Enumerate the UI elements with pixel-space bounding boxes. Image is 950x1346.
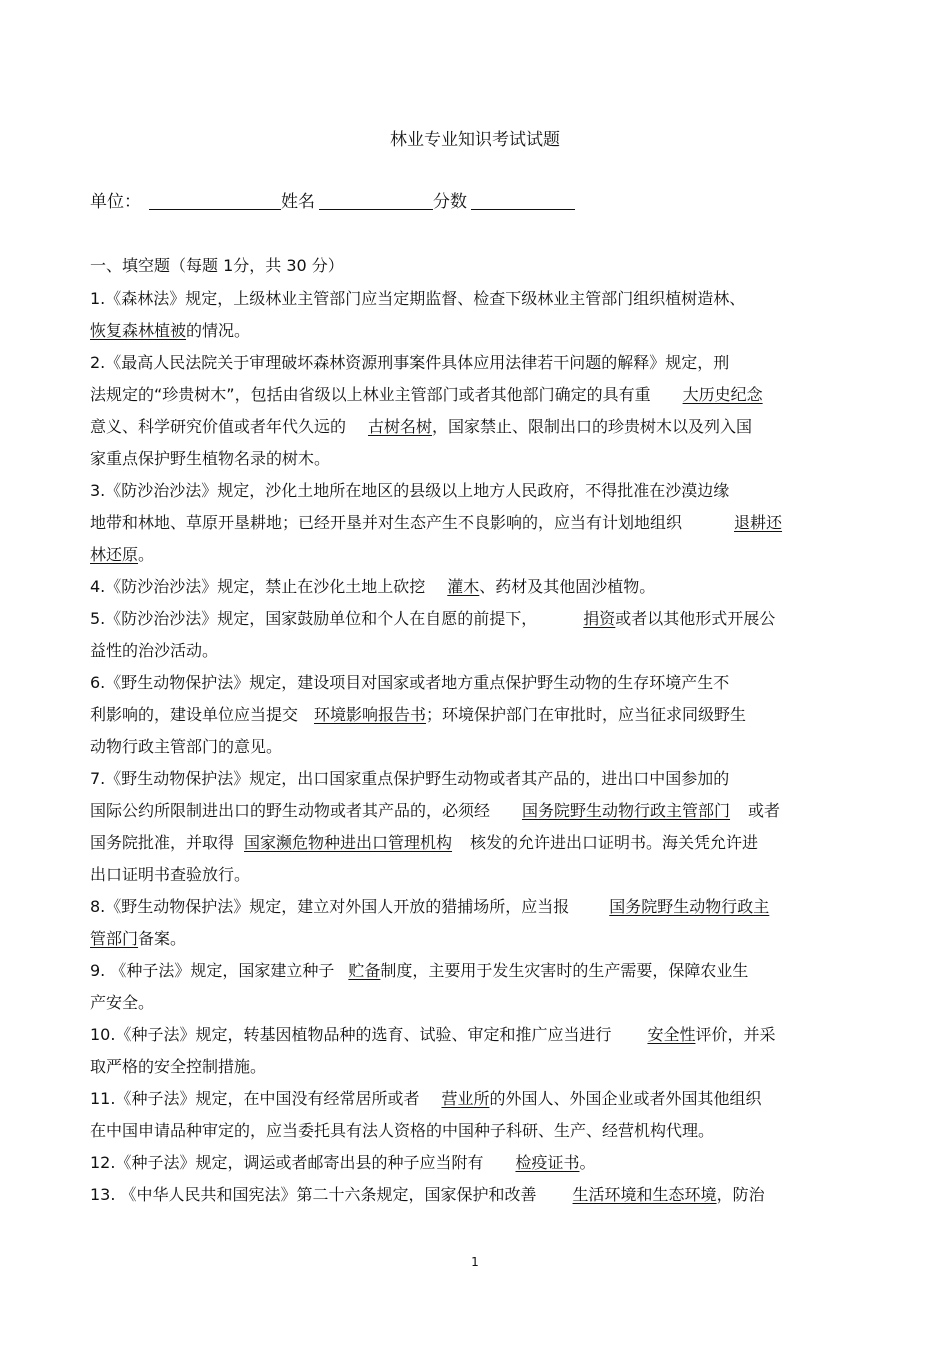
q11-line-2: 在中国申请品种审定的，应当委托具有法人资格的中国种子科研、生产、经营机构代理。 xyxy=(90,1121,715,1140)
q4-answer: 灌木 xyxy=(447,577,480,596)
q5-line-2: 益性的治沙活动。 xyxy=(90,641,219,660)
q2-line-4: 家重点保护野生植物名录的树木。 xyxy=(90,449,331,468)
q6-line-2: 利影响的，建设单位应当提交 环境影响报告书；环境保护部门在审批时，应当征求同级野生 xyxy=(90,705,747,724)
q8-answer-part-1: 国务院野生动物行政主 xyxy=(609,897,770,916)
q6-line-3: 动物行政主管部门的意见。 xyxy=(90,737,283,756)
unit-label: 单位： xyxy=(90,192,141,212)
q1-answer: 恢复森林植被 xyxy=(90,321,187,340)
q13-answer: 生活环境和生态环境 xyxy=(572,1185,717,1204)
q8-answer-part-2: 管部门 xyxy=(90,929,139,948)
page-number: 1 xyxy=(471,1255,479,1269)
q7-answer-1: 国务院野生动物行政主管部门 xyxy=(522,801,731,820)
q10-answer: 安全性 xyxy=(647,1025,696,1044)
q1-line-1: 1.《森林法》规定，上级林业主管部门应当定期监督、检查下级林业主管部门组织植树造林、 xyxy=(90,289,746,308)
q7-line-2: 国际公约所限制进出口的野生动物或者其产品的，必须经 国务院野生动物行政主管部门 或者 xyxy=(90,801,781,820)
q5-line-1: 5.《防沙治沙法》规定，国家鼓励单位和个人在自愿的前提下， 捐资或者以其他形式开展公 xyxy=(90,609,776,628)
q8-line-1: 8.《野生动物保护法》规定，建立对外国人开放的猎捕场所，应当报 国务院野生动物行政主 xyxy=(90,897,770,916)
name-label: 姓名 xyxy=(281,192,315,212)
q8-line-2: 管部门备案。 xyxy=(90,929,187,948)
q12-answer: 检疫证书 xyxy=(515,1153,580,1172)
name-blank[interactable] xyxy=(319,191,433,210)
unit-blank[interactable] xyxy=(149,191,281,210)
q7-line-4: 出口证明书查验放行。 xyxy=(90,865,251,884)
q6-answer: 环境影响报告书 xyxy=(314,705,427,724)
q6-line-1: 6.《野生动物保护法》规定，建设项目对国家或者地方重点保护野生动物的生存环境产生不 xyxy=(90,673,730,692)
q7-line-3: 国务院批准，并取得 国家濒危物种进出口管理机构 核发的允许进出口证明书。海关凭允许进 xyxy=(90,833,759,852)
q11-answer: 营业所 xyxy=(441,1089,490,1108)
q11-line-1: 11.《种子法》规定，在中国没有经常居所或者 营业所的外国人、外国企业或者外国其他组织 xyxy=(90,1089,762,1108)
page-title: 林业专业知识考试试题 xyxy=(390,130,560,150)
q10-line-1: 10.《种子法》规定，转基因植物品种的选育、试验、审定和推广应当进行 安全性评价，并采 xyxy=(90,1025,776,1044)
q3-answer-part-2: 林还原 xyxy=(90,545,139,564)
q7-line-1: 7.《野生动物保护法》规定，出口国家重点保护野生动物或者其产品的，进出口中国参加的 xyxy=(90,769,730,788)
score-blank[interactable] xyxy=(471,191,575,210)
q5-answer: 捐资 xyxy=(583,609,616,628)
q9-answer: 贮备 xyxy=(348,961,381,980)
q3-line-3: 林还原。 xyxy=(90,545,155,564)
q2-answer-2: 古树名树 xyxy=(368,417,433,436)
q2-answer-1: 大历史纪念 xyxy=(682,385,763,404)
q3-line-2: 地带和林地、草原开垦耕地；已经开垦并对生态产生不良影响的，应当有计划地组织 退耕还 xyxy=(90,513,783,532)
q3-answer-part-1: 退耕还 xyxy=(734,513,783,532)
q2-line-1: 2.《最高人民法院关于审理破坏森林资源刑事案件具体应用法律若干问题的解释》规定，刑 xyxy=(90,353,730,372)
q9-line-1: 9. 《种子法》规定，国家建立种子 贮备制度，主要用于发生灾害时的生产需要，保障农业生 xyxy=(90,961,749,980)
q10-line-2: 取严格的安全控制措施。 xyxy=(90,1057,267,1076)
q2-line-3: 意义、科学研究价值或者年代久远的 古树名树，国家禁止、限制出口的珍贵树木以及列入国 xyxy=(90,417,753,436)
q12-line-1: 12.《种子法》规定，调运或者邮寄出县的种子应当附有 检疫证书。 xyxy=(90,1153,596,1172)
q9-line-2: 产安全。 xyxy=(90,993,155,1012)
q2-line-2: 法规定的“珍贵树木”，包括由省级以上林业主管部门或者其他部门确定的具有重 大历史纪念 xyxy=(90,385,763,404)
score-label: 分数 xyxy=(433,192,467,212)
q3-line-1: 3.《防沙治沙法》规定，沙化土地所在地区的县级以上地方人民政府，不得批准在沙漠边缘 xyxy=(90,481,730,500)
q13-line-1: 13. 《中华人民共和国宪法》第二十六条规定，国家保护和改善 生活环境和生态环境，防治 xyxy=(90,1185,765,1204)
section-heading: 一、填空题（每题 1分，共 30 分） xyxy=(90,256,344,275)
header-info-row xyxy=(90,187,575,212)
q4-line-1: 4.《防沙治沙法》规定，禁止在沙化土地上砍挖 灌木、药材及其他固沙植物。 xyxy=(90,577,656,596)
q7-answer-2: 国家濒危物种进出口管理机构 xyxy=(244,833,453,852)
q1-line-2: 恢复森林植被的情况。 xyxy=(90,321,251,340)
